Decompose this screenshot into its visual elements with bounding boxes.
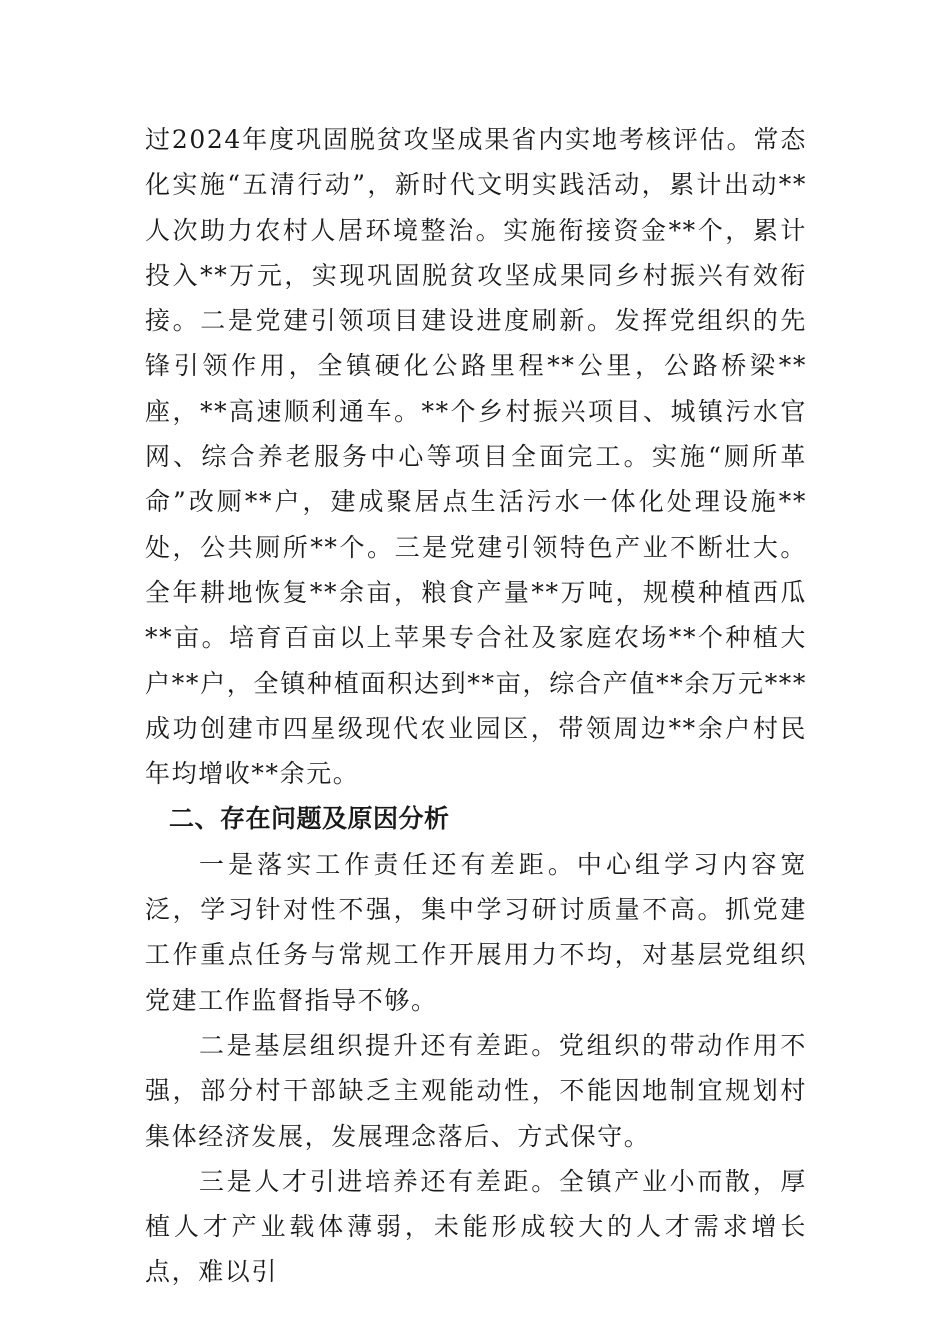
paragraph-work-responsibility: 一是落实工作责任还有差距。中心组学习内容宽泛，学习针对性不强，集中学习研讨质量不高。抓党建工作重点任务与常规工作开展用力不均，对基层党组织党建工作监督指导不够。 [145, 849, 807, 1015]
section-heading: 二、存在问题及原因分析 [169, 804, 450, 834]
document-body [145, 117, 807, 1295]
paragraph-achievements: 过2024年度巩固脱贫攻坚成果省内实地考核评估。常态化实施“五清行动”，新时代文明实践活动，累计出动**人次助力农村人居环境整治。实施衔接资金**个，累计投入**万元，实现巩固脱贫攻坚成果同乡村振兴有效衔接。二是党建引领项目建设进度刷新。发挥党组织的先锋引领作用，全镇硬化公路里程**公里，公路桥梁**座，**高速顺利通车。**个乡村振兴项目、城镇污水官网、综合养老服务中心等项目全面完工。实施“厕所革命”改厕**户，建成聚居点生活污水一体化处理设施**处，公共厕所**个。三是党建引领特色产业不断壮大。全年耕地恢复**余亩，粮食产量**万吨，规模种植西瓜**亩。培育百亩以上苹果专合社及家庭农场**个种植大户**户，全镇种植面积达到**亩，综合产值**余万元***成功创建市四星级现代农业园区，带领周边**余户村民年均增收**余元。 [145, 125, 807, 789]
paragraph-grassroots-organization: 二是基层组织提升还有差距。党组织的带动作用不强，部分村干部缺乏主观能动性，不能因地制宜规划村集体经济发展，发展理念落后、方式保守。 [145, 1030, 807, 1151]
paragraph-talent-introduction: 三是人才引进培养还有差距。全镇产业小而散，厚植人才产业载体薄弱，未能形成较大的人才需求增长点，难以引 [145, 1166, 807, 1287]
